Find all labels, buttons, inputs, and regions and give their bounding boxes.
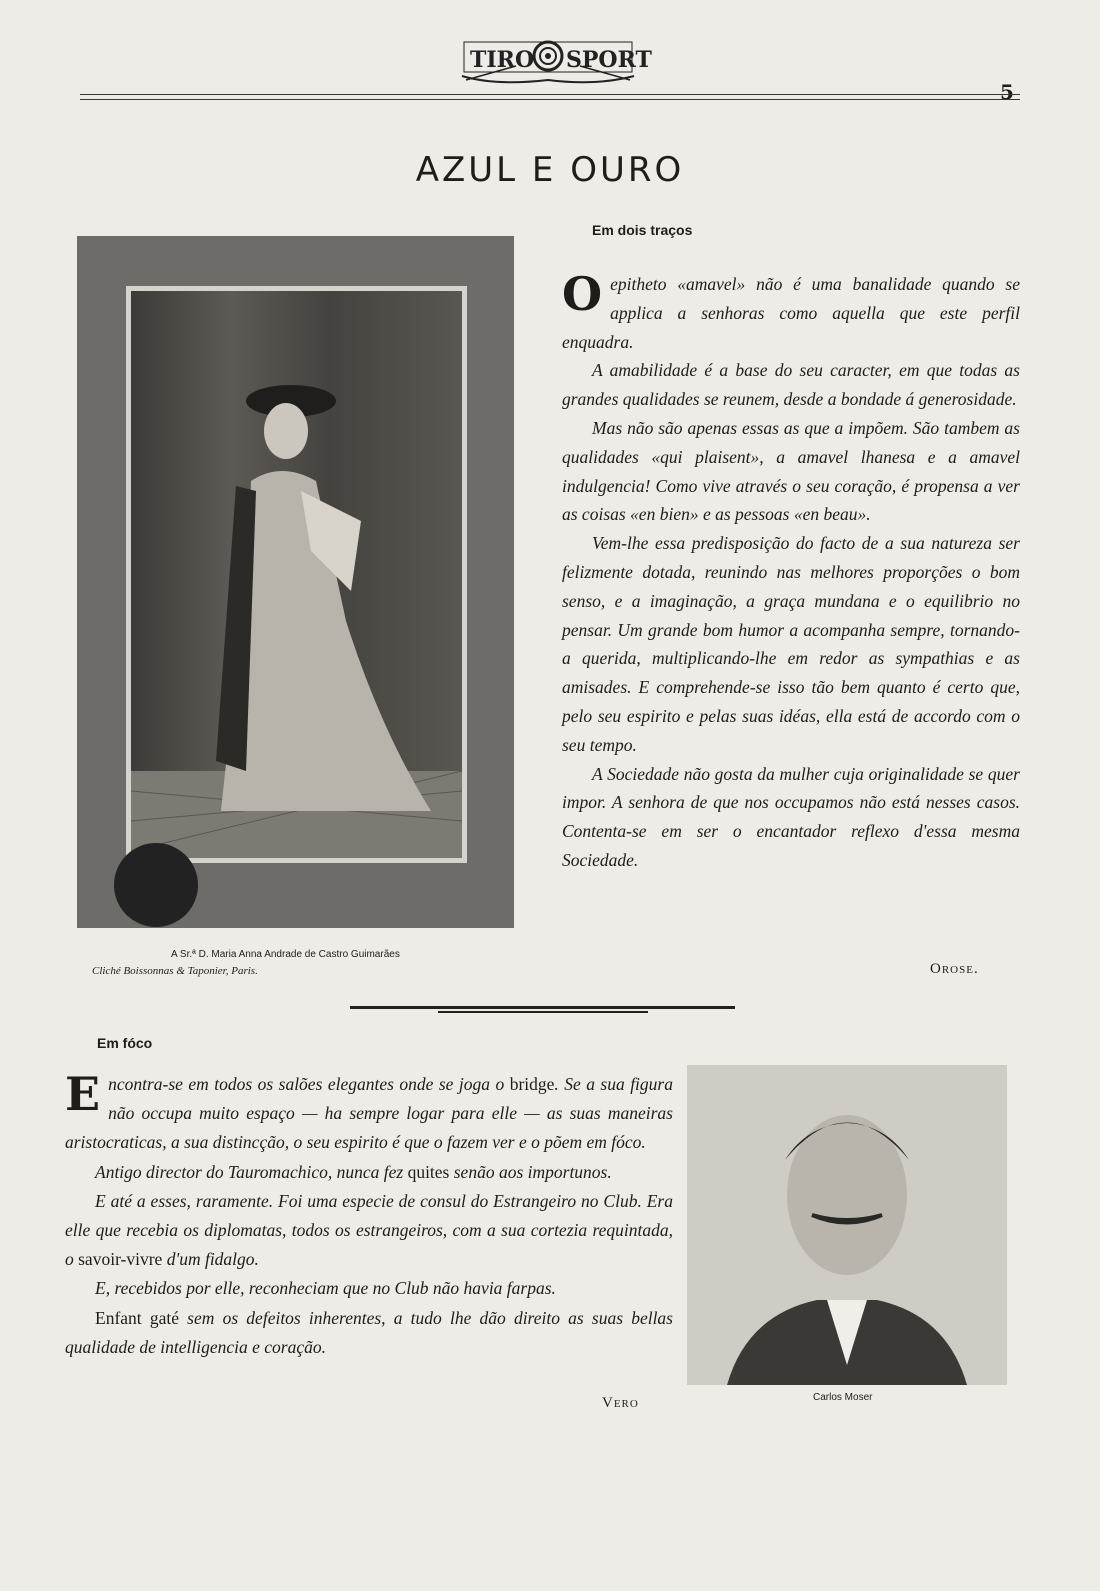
svg-text:TIRO: TIRO	[470, 47, 535, 73]
masthead-logo	[456, 36, 652, 88]
page-title: AZUL E OURO	[415, 150, 685, 190]
header-rule	[80, 99, 1020, 100]
portrait-photo-man	[687, 1065, 1007, 1385]
article-paragraph: Antigo director do Tauromachico, nunca fez quites senão aos importunos.	[95, 1161, 612, 1182]
article-em-foco	[65, 1067, 673, 1362]
article-paragraph: Oepitheto «amavel» não é uma banalidade quando se applica a senhoras como aquella que este perfil enquadra.	[562, 267, 1020, 352]
svg-text:SPORT: SPORT	[566, 47, 652, 73]
photo-credit: Cliché Boissonnas & Taponier, Paris.	[92, 965, 258, 977]
drop-cap: E	[65, 1067, 101, 1121]
author-signature: Vero	[602, 1395, 639, 1411]
section-divider	[350, 1006, 735, 1009]
article-paragraph: Mas não são apenas essas as que a impõem. São tambem as qualidades «qui plaisent», a amavel lhanesa e a amavel indulgencia! Como vive através o seu coração, é propensa a ver as coisas «en bien» e as pessoas «en beau».	[562, 417, 1020, 525]
drop-cap: O	[562, 267, 603, 321]
page-number: 5	[1000, 80, 1014, 104]
article-paragraph: A Sociedade não gosta da mulher cuja originalidade se quer impor. A senhora de que nos occupamos não está nesses casos. Contenta-se em ser o encantador reflexo d'essa mesma Sociedade.	[562, 763, 1020, 870]
article-dois-tracos	[562, 267, 1020, 875]
photo-caption: Carlos Moser	[813, 1392, 873, 1403]
article-paragraph: Encontra-se em todos os salões elegantes onde se joga o bridge. Se a sua figura não occupa muito espaço — ha sempre logar para elle — as suas maneiras aristocraticas, a sua distincção, o seu espirito é que o fazem ver e o põem em fóco.	[65, 1067, 673, 1153]
author-signature: Orose.	[930, 961, 979, 977]
article-paragraph: Enfant gaté sem os defeitos inherentes, a tudo lhe dão direito as suas bellas qualidade de intelligencia e coração.	[65, 1307, 673, 1357]
section-heading-em-foco: Em fóco	[97, 1035, 153, 1051]
article-paragraph: E, recebidos por elle, reconheciam que no Club não havia farpas.	[95, 1278, 556, 1299]
header-rule	[80, 94, 1020, 95]
article-paragraph: Vem-lhe essa predisposição do facto de a sua natureza ser felizmente dotada, reunindo nas melhores proporções o bom senso, e a imaginação, a graça mundana e o equilibrio no pensar. Um grande bom humor a acompanha sempre, tornando-a querida, multiplicando-lhe em redor as sympathias e as amisades. E comprehende-se isso tão bem quanto é certo que, pelo seu espirito e pelas suas idéas, ella está de accordo com o seu tempo.	[562, 533, 1020, 755]
section-heading-dois-tracos: Em dois traços	[592, 222, 693, 238]
photographer-stamp	[114, 843, 198, 927]
section-divider	[438, 1011, 648, 1013]
portrait-photo-woman	[131, 291, 462, 858]
photo-caption: A Sr.ª D. Maria Anna Andrade de Castro Guimarães	[171, 949, 400, 960]
article-paragraph: E até a esses, raramente. Foi uma especie de consul do Estrangeiro no Club. Era elle que recebia os diplomatas, todos os estrangeiros, com a sua cortezia requintada, o savoir-vivre d'um fidalgo.	[65, 1190, 673, 1270]
article-paragraph: A amabilidade é a base do seu caracter, em que todas as grandes qualidades se reunem, desde a bondade á generosidade.	[562, 360, 1020, 410]
